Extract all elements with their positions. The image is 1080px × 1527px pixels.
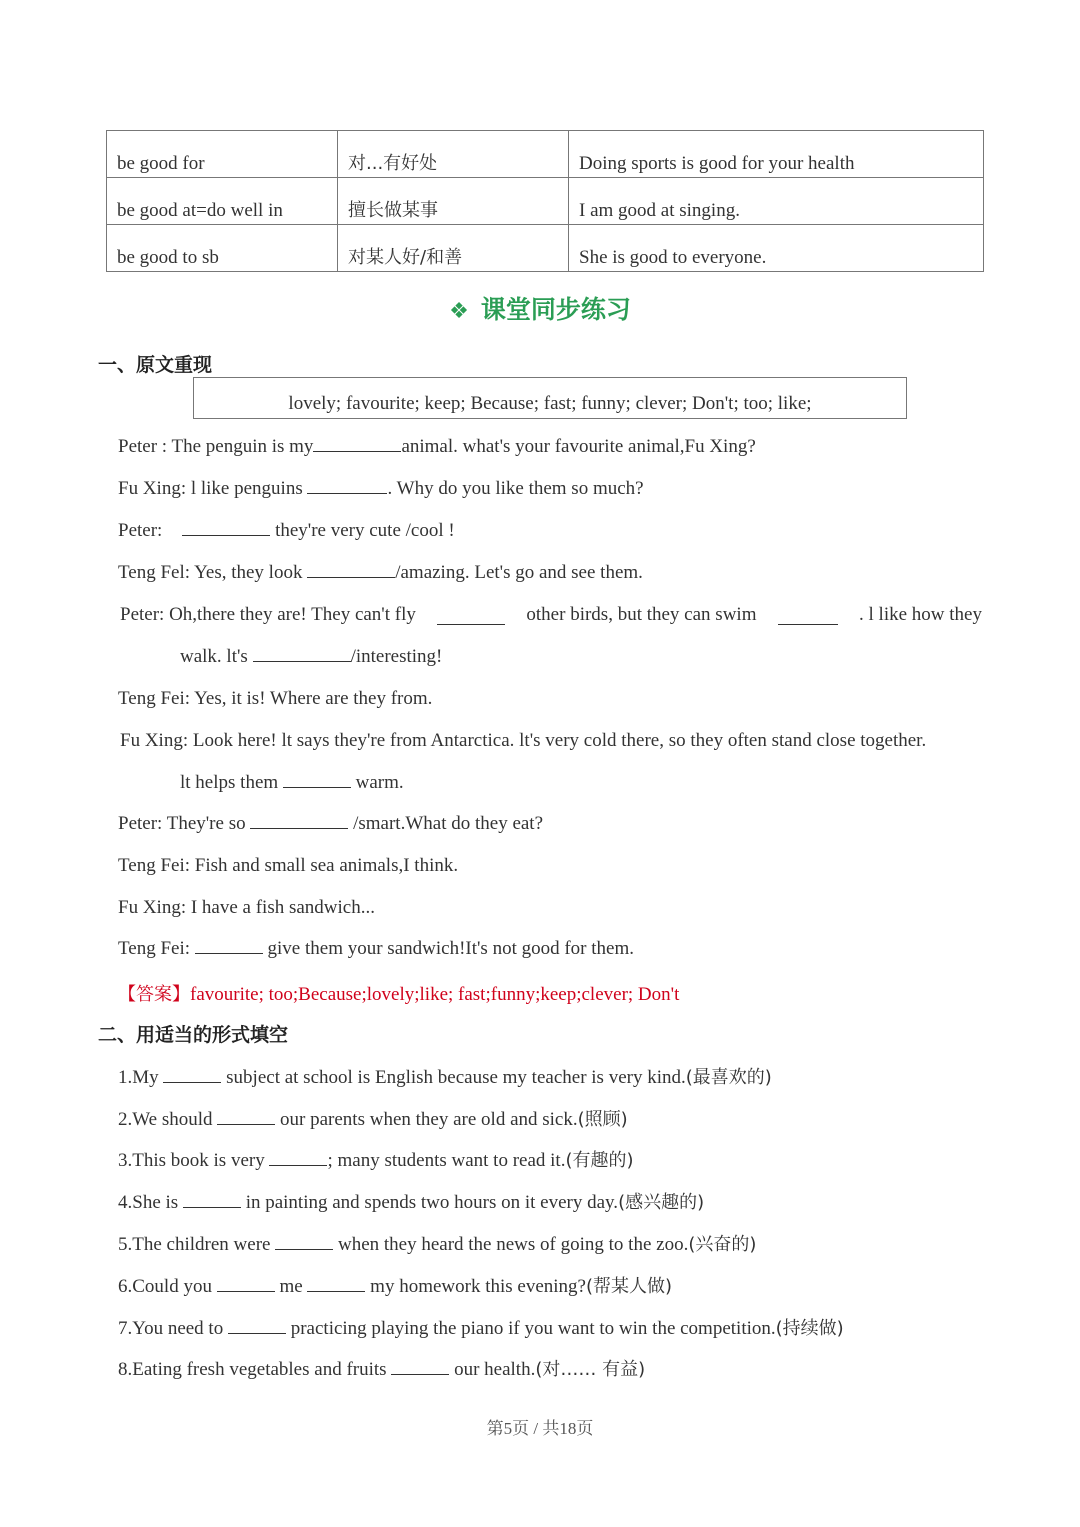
meaning-cell: 对...有好处 <box>338 131 569 178</box>
question-line: 3.This book is very ; many students want to read it.(有趣的) <box>118 1150 634 1171</box>
dialogue-line: Teng Fei: give them your sandwich!It's not good for them. <box>118 938 634 959</box>
example-cell: Doing sports is good for your health <box>569 131 984 178</box>
dialogue-line: Fu Xing: Look here! lt says they're from Antarctica. lt's very cold there, so they often stand close together. <box>120 730 927 751</box>
answer-blank[interactable] <box>217 1110 275 1125</box>
part2-heading: 二、用适当的形式填空 <box>98 1024 289 1046</box>
question-line: 5.The children were when they heard the news of going to the zoo.(兴奋的) <box>118 1234 757 1255</box>
dialogue-line: Peter : The penguin is my animal. what's your favourite animal,Fu Xing? <box>118 436 756 457</box>
answer-blank[interactable] <box>391 1360 449 1375</box>
dialogue-line: Teng Fei: Yes, it is! Where are they from. <box>118 688 433 709</box>
answer-blank[interactable] <box>313 437 401 452</box>
answer-blank[interactable] <box>307 563 395 578</box>
meaning-cell: 擅长做某事 <box>338 178 569 225</box>
diamond-icon: ❖ <box>449 299 469 324</box>
dialogue-line: Teng Fei: Fish and small sea animals,I think. <box>118 855 459 876</box>
dialogue-line: Peter: They're so /smart.What do they eat? <box>118 813 544 834</box>
answer-line <box>118 980 679 1006</box>
answer-blank[interactable] <box>269 1151 327 1166</box>
answer-blank[interactable] <box>182 521 270 536</box>
dialogue-line: Fu Xing: I have a fish sandwich... <box>118 897 375 918</box>
answer-blank[interactable] <box>283 773 351 788</box>
dialogue-line: Fu Xing: l like penguins . Why do you like them so much? <box>118 478 644 499</box>
answer-blank[interactable] <box>228 1319 286 1334</box>
dialogue-line: Teng Fel: Yes, they look /amazing. Let's go and see them. <box>118 562 643 583</box>
question-line: 1.My subject at school is English because my teacher is very kind.(最喜欢的) <box>118 1067 772 1088</box>
answer-blank[interactable] <box>437 610 505 625</box>
answer-blank[interactable] <box>275 1235 333 1250</box>
question-line: 4.She is in painting and spends two hours on it every day.(感兴趣的) <box>118 1192 705 1213</box>
answer-blank[interactable] <box>307 1277 365 1292</box>
answer-blank[interactable] <box>195 939 263 954</box>
table-row <box>107 131 984 178</box>
section-title-text: 课堂同步练习 <box>480 295 631 324</box>
dialogue-line: lt helps them warm. <box>180 772 404 793</box>
dialogue-line: Peter: Oh,there they are! They can't fly other birds, but they can swim . l like how they <box>120 604 982 625</box>
phrase-cell: be good at=do well in <box>107 178 338 225</box>
section-title <box>0 290 1080 326</box>
answer-label: 【答案】 <box>118 984 190 1005</box>
example-cell: I am good at singing. <box>569 178 984 225</box>
dialogue-line: Peter: they're very cute /cool ! <box>118 520 455 541</box>
phrase-cell: be good for <box>107 131 338 178</box>
answer-blank[interactable] <box>253 647 351 662</box>
page-footer: 第5页 / 共18页 <box>486 1419 594 1438</box>
table-row <box>107 178 984 225</box>
answer-blank[interactable] <box>183 1193 241 1208</box>
phrase-cell: be good to sb <box>107 225 338 272</box>
question-line: 6.Could you me my homework this evening?(帮某人做) <box>118 1276 673 1297</box>
vocab-table <box>106 130 984 272</box>
answer-blank[interactable] <box>307 479 387 494</box>
question-line: 8.Eating fresh vegetables and fruits our health.(对…… 有益) <box>118 1359 646 1380</box>
answer-blank[interactable] <box>778 610 838 625</box>
answer-blank[interactable] <box>217 1277 275 1292</box>
answer-blank[interactable] <box>163 1068 221 1083</box>
question-line: 7.You need to practicing playing the piano if you want to win the competition.(持续做) <box>118 1318 844 1339</box>
answer-blank[interactable] <box>250 814 348 829</box>
word-box: lovely; favourite; keep; Because; fast; funny; clever; Don't; too; like; <box>193 377 907 419</box>
meaning-cell: 对某人好/和善 <box>338 225 569 272</box>
example-cell: She is good to everyone. <box>569 225 984 272</box>
question-line: 2.We should our parents when they are old and sick.(照顾) <box>118 1109 628 1130</box>
dialogue-line: walk. lt's /interesting! <box>180 646 443 667</box>
table-row <box>107 225 984 272</box>
answer-text: favourite; too;Because;lovely;like; fast;funny;keep;clever; Don't <box>190 984 680 1005</box>
part1-heading: 一、原文重现 <box>98 354 213 376</box>
